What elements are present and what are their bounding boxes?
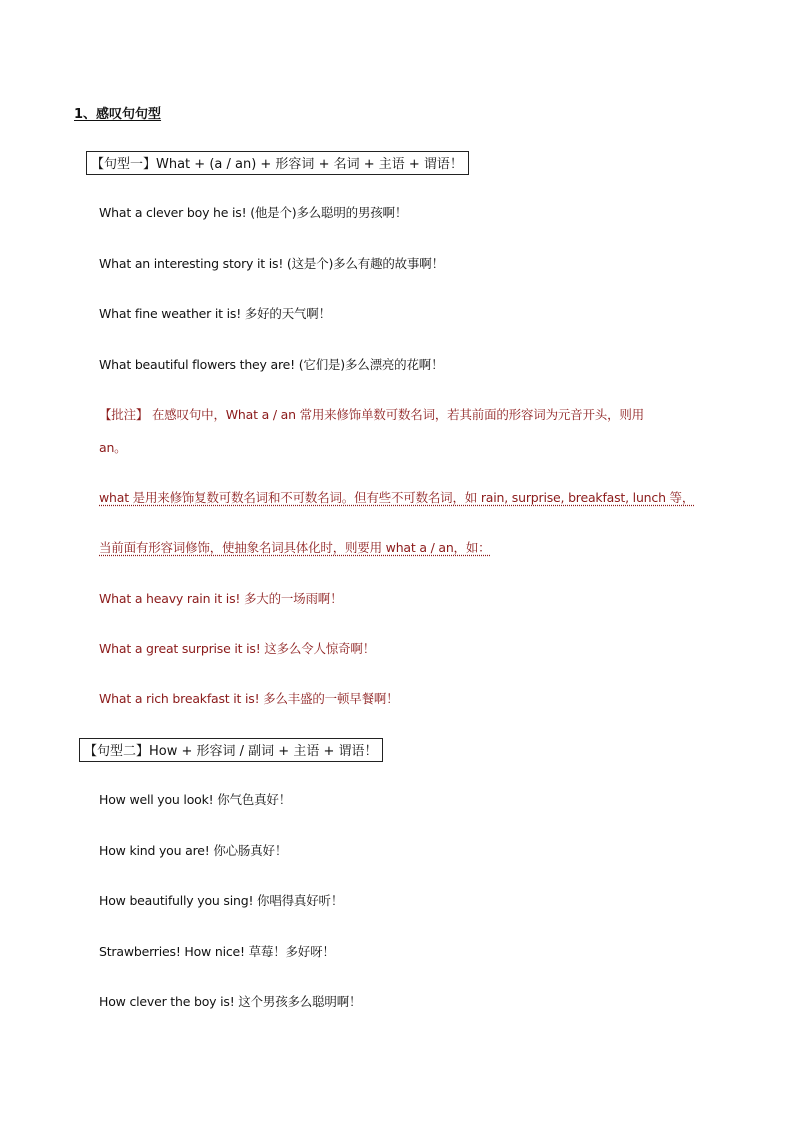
pattern-one-box: 【句型一】What + (a / an) + 形容词 + 名词 + 主语 + 谓语！ [86,151,469,175]
example-line: How clever the boy is! 这个男孩多么聪明啊！ [99,994,362,1009]
note-example-line: What a heavy rain it is! 多大的一场雨啊！ [99,591,343,606]
example-line: What an interesting story it is! (这是个)多么有趣的故事啊！ [99,256,444,271]
note-example-line: What a great surprise it is! 这多么令人惊奇啊！ [99,641,375,656]
pattern-two-box: 【句型二】How + 形容词 / 副词 + 主语 + 谓语！ [79,738,383,762]
example-line: Strawberries! How nice! 草莓！多好呀！ [99,944,335,959]
note-line [99,538,490,556]
example-line: What a clever boy he is! (他是个)多么聪明的男孩啊！ [99,205,408,220]
note-underlined-text: 当前面有形容词修饰，使抽象名词具体化时，则要用 what a / an，如： [99,540,491,555]
example-line: How well you look! 你气色真好！ [99,792,292,807]
note-line: 【批注】 在感叹句中，What a / an 常用来修饰单数可数名词，若其前面的形容词为元音开头，则用 [99,407,644,422]
section-heading: 1、感叹句句型 [74,107,162,122]
example-line: How kind you are! 你心肠真好！ [99,843,288,858]
example-line: What fine weather it is! 多好的天气啊！ [99,306,331,321]
note-underlined-text: what 是用来修饰复数可数名词和不可数名词。但有些不可数名词，如 rain, surprise, breakfast, lunch 等， [99,490,695,505]
example-line: How beautifully you sing! 你唱得真好听！ [99,893,344,908]
note-line [99,488,694,506]
note-line: an。 [99,440,127,455]
example-line: What beautiful flowers they are! (它们是)多么漂亮的花啊！ [99,357,444,372]
note-example-line: What a rich breakfast it is! 多么丰盛的一顿早餐啊！ [99,691,399,706]
